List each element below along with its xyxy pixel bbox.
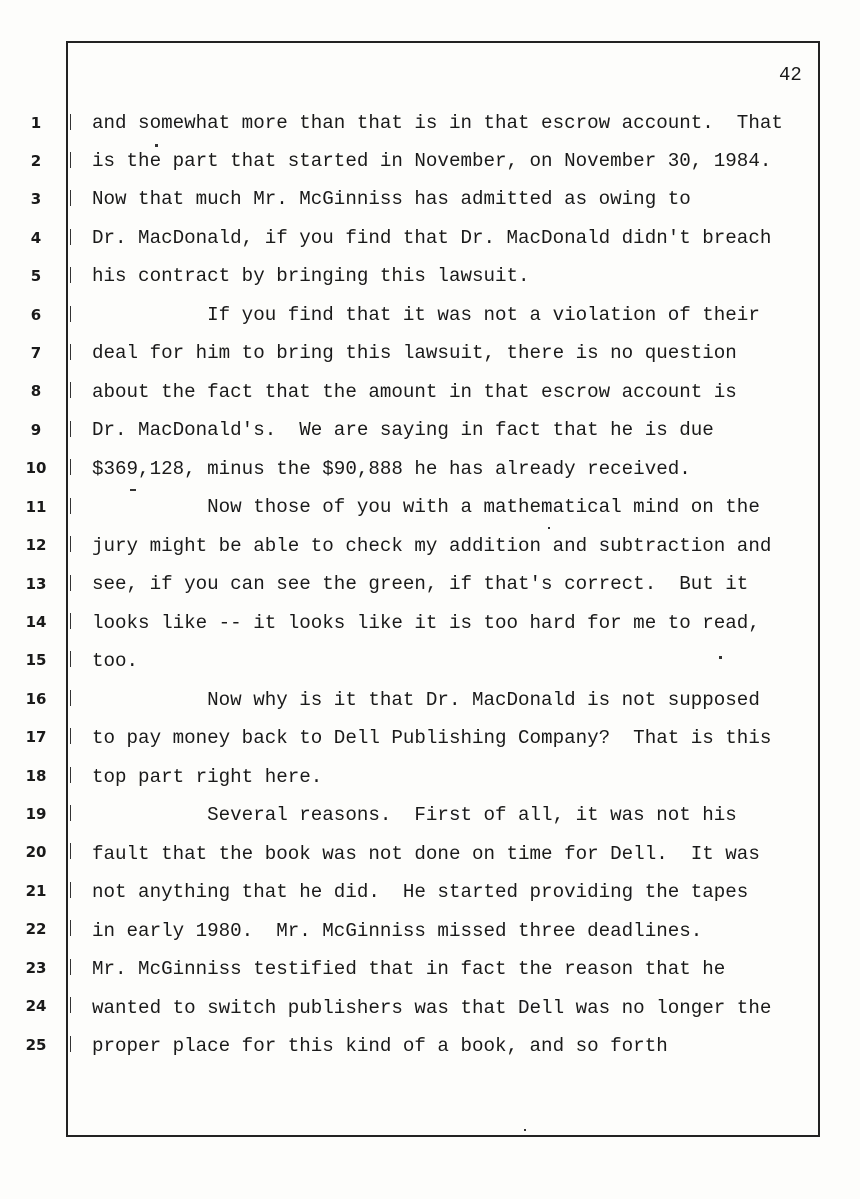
transcript-line: Dr. MacDonald, if you find that Dr. MacDonald didn't breach <box>92 227 772 249</box>
margin-tick <box>70 690 71 706</box>
line-number: 17 <box>25 728 47 746</box>
margin-tick <box>70 229 71 245</box>
margin-tick <box>70 882 71 898</box>
page-border-bottom <box>66 1135 820 1137</box>
transcript-line: Several reasons. First of all, it was not his <box>92 804 737 826</box>
margin-tick <box>70 843 71 859</box>
page-border-right <box>818 41 820 1137</box>
margin-tick <box>70 613 71 629</box>
transcript-line: proper place for this kind of a book, and so forth <box>92 1035 668 1057</box>
line-number: 9 <box>30 421 42 439</box>
scan-speck <box>719 656 722 659</box>
scan-speck <box>524 1129 526 1131</box>
transcript-line: If you find that it was not a violation of their <box>92 304 760 326</box>
scan-speck <box>548 527 550 529</box>
margin-tick <box>70 382 71 398</box>
transcript-line: Dr. MacDonald's. We are saying in fact that he is due <box>92 419 714 441</box>
line-number: 7 <box>30 344 42 362</box>
transcript-line: about the fact that the amount in that escrow account is <box>92 381 737 403</box>
margin-tick <box>70 152 71 168</box>
margin-tick <box>70 1036 71 1052</box>
margin-tick <box>70 114 71 130</box>
margin-tick <box>70 575 71 591</box>
scan-speck <box>130 489 136 491</box>
margin-tick <box>70 959 71 975</box>
transcript-line: is the part that started in November, on November 30, 1984. <box>92 150 772 172</box>
transcript-line: Now those of you with a mathematical mind on the <box>92 496 760 518</box>
line-number: 14 <box>25 613 47 631</box>
page-border-top <box>66 41 820 43</box>
transcript-line: $369,128, minus the $90,888 he has already received. <box>92 458 691 480</box>
scan-speck <box>155 144 158 147</box>
line-number: 13 <box>25 575 47 593</box>
line-number: 16 <box>25 690 47 708</box>
line-number: 18 <box>25 767 47 785</box>
transcript-line: wanted to switch publishers was that Dell was no longer the <box>92 997 772 1019</box>
margin-tick <box>70 728 71 744</box>
margin-tick <box>70 421 71 437</box>
transcript-line: looks like -- it looks like it is too hard for me to read, <box>92 612 760 634</box>
transcript-line: Mr. McGinniss testified that in fact the reason that he <box>92 958 726 980</box>
line-number: 23 <box>25 959 47 977</box>
transcript-line: to pay money back to Dell Publishing Company? That is this <box>92 727 772 749</box>
line-number: 1 <box>30 114 42 132</box>
transcript-line: and somewhat more than that is in that escrow account. That <box>92 112 783 134</box>
line-number: 12 <box>25 536 47 554</box>
line-number: 8 <box>30 382 42 400</box>
line-number: 22 <box>25 920 47 938</box>
transcript-line: not anything that he did. He started providing the tapes <box>92 881 749 903</box>
page-number: 42 <box>779 64 802 86</box>
margin-tick <box>70 498 71 514</box>
line-number: 3 <box>30 190 42 208</box>
transcript-line: too. <box>92 650 139 672</box>
line-number: 15 <box>25 651 47 669</box>
line-number: 10 <box>25 459 47 477</box>
transcript-line: in early 1980. Mr. McGinniss missed three deadlines. <box>92 920 703 942</box>
margin-tick <box>70 190 71 206</box>
line-number: 20 <box>25 843 47 861</box>
line-number: 24 <box>25 997 47 1015</box>
transcript-line: deal for him to bring this lawsuit, there is no question <box>92 342 737 364</box>
margin-tick <box>70 651 71 667</box>
line-number: 11 <box>25 498 47 516</box>
margin-tick <box>70 536 71 552</box>
transcript-line: Now that much Mr. McGinniss has admitted as owing to <box>92 188 691 210</box>
margin-tick <box>70 920 71 936</box>
margin-tick <box>70 805 71 821</box>
line-number: 19 <box>25 805 47 823</box>
line-number: 25 <box>25 1036 47 1054</box>
margin-tick <box>70 306 71 322</box>
line-number: 4 <box>30 229 42 247</box>
line-number: 6 <box>30 306 42 324</box>
line-number: 21 <box>25 882 47 900</box>
transcript-line: top part right here. <box>92 766 323 788</box>
margin-tick <box>70 267 71 283</box>
transcript-line: see, if you can see the green, if that's correct. But it <box>92 573 749 595</box>
transcript-line: fault that the book was not done on time for Dell. It was <box>92 843 760 865</box>
line-number: 5 <box>30 267 42 285</box>
transcript-line: jury might be able to check my addition and subtraction and <box>92 535 772 557</box>
transcript-line: his contract by bringing this lawsuit. <box>92 265 530 287</box>
transcript-line: Now why is it that Dr. MacDonald is not supposed <box>92 689 760 711</box>
page-border-left <box>66 41 68 1137</box>
margin-tick <box>70 459 71 475</box>
margin-tick <box>70 344 71 360</box>
margin-tick <box>70 767 71 783</box>
line-number: 2 <box>30 152 42 170</box>
margin-tick <box>70 997 71 1013</box>
